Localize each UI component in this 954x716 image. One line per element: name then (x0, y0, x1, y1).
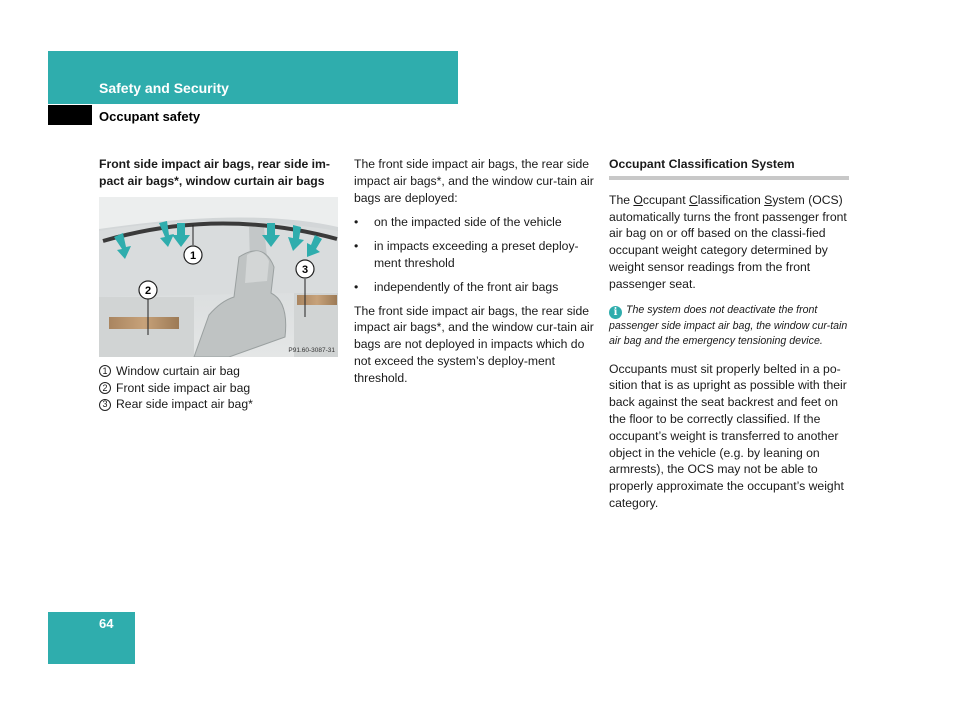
underlined-letter: S (764, 192, 773, 207)
subsection-title: Occupant safety (99, 109, 201, 124)
ocs-paragraph-1 (609, 192, 849, 293)
underlined-letter: C (688, 192, 698, 207)
legend-number: 3 (99, 399, 111, 411)
headrest (245, 251, 269, 283)
legend-label: Rear side impact air bag* (116, 397, 253, 412)
legend-item (99, 396, 341, 413)
text-span: lassification (697, 192, 761, 207)
legend-label: Window curtain air bag (116, 364, 240, 379)
info-note (609, 303, 849, 349)
column-ocs (609, 156, 849, 520)
page-number: 64 (99, 616, 114, 631)
legend-number: 2 (99, 382, 111, 394)
list-item: • in impacts exceeding a preset deploy-ment threshold (354, 238, 594, 272)
callout-3 (296, 260, 314, 278)
column-airbags (99, 156, 341, 413)
callout-number-1: 1 (189, 250, 197, 263)
text-span: The (609, 192, 631, 207)
rear-door-wood-trim (297, 295, 337, 305)
front-door-wood-trim (109, 317, 179, 329)
airbags-heading: Front side impact air bags, rear side im-pact air bags*, window curtain air bags (99, 157, 330, 188)
legend-item (99, 363, 341, 380)
text-span: ystem (OCS) automatically turns the front passenger front air bag on or off based on the classi-fied occupant weight category determined by weight sensor readings from the front passenger seat. (609, 192, 847, 291)
legend-number: 1 (99, 365, 111, 377)
text-span: ccupant (642, 192, 686, 207)
underlined-letter: O (633, 192, 643, 207)
callout-1 (184, 246, 202, 264)
figure-legend (99, 363, 341, 413)
callout-number-2: 2 (144, 285, 152, 298)
section-title: Safety and Security (99, 80, 229, 96)
ocs-heading: Occupant Classification System (609, 156, 849, 180)
deployment-outro: The front side impact air bags, the rear side impact air bags*, and the window cur-tain air bags are not deployed in impacts which do not exceed the system’s deploy-ment threshold. (354, 303, 594, 385)
page-number-box (48, 612, 135, 664)
deployment-intro: The front side impact air bags, the rear side impact air bags*, and the window cur-tain air bags are deployed: (354, 157, 594, 205)
airbag-illustration (99, 197, 338, 357)
list-item: • independently of the front air bags (354, 279, 594, 296)
callout-2 (139, 281, 157, 299)
callout-number-3: 3 (301, 264, 309, 277)
ocs-paragraph-2: Occupants must sit properly belted in a po-sition that is as upright as possible with their back against the seat backrest and feet on the floor to be correctly classified. If the occupant’s weight is transferred to another object in the vehicle (e.g. by leaning on armrests), the OCS may not be able to properly approximate the occupant’s weight category. (609, 361, 847, 510)
subsection-marker (48, 105, 92, 125)
deployment-conditions-list (354, 214, 594, 295)
figure-code: P91.60-3087-31 (288, 347, 335, 355)
legend-item (99, 380, 341, 397)
car-interior-illustration (99, 197, 338, 357)
header-band (48, 51, 458, 104)
column-deployment (354, 156, 594, 395)
info-icon: i (609, 306, 622, 319)
note-text: The system does not deactivate the front passenger side impact air bag, the window cur-tain air bag and the emergency tensioning device. (609, 303, 848, 347)
list-item: • on the impacted side of the vehicle (354, 214, 594, 231)
legend-label: Front side impact air bag (116, 380, 251, 395)
